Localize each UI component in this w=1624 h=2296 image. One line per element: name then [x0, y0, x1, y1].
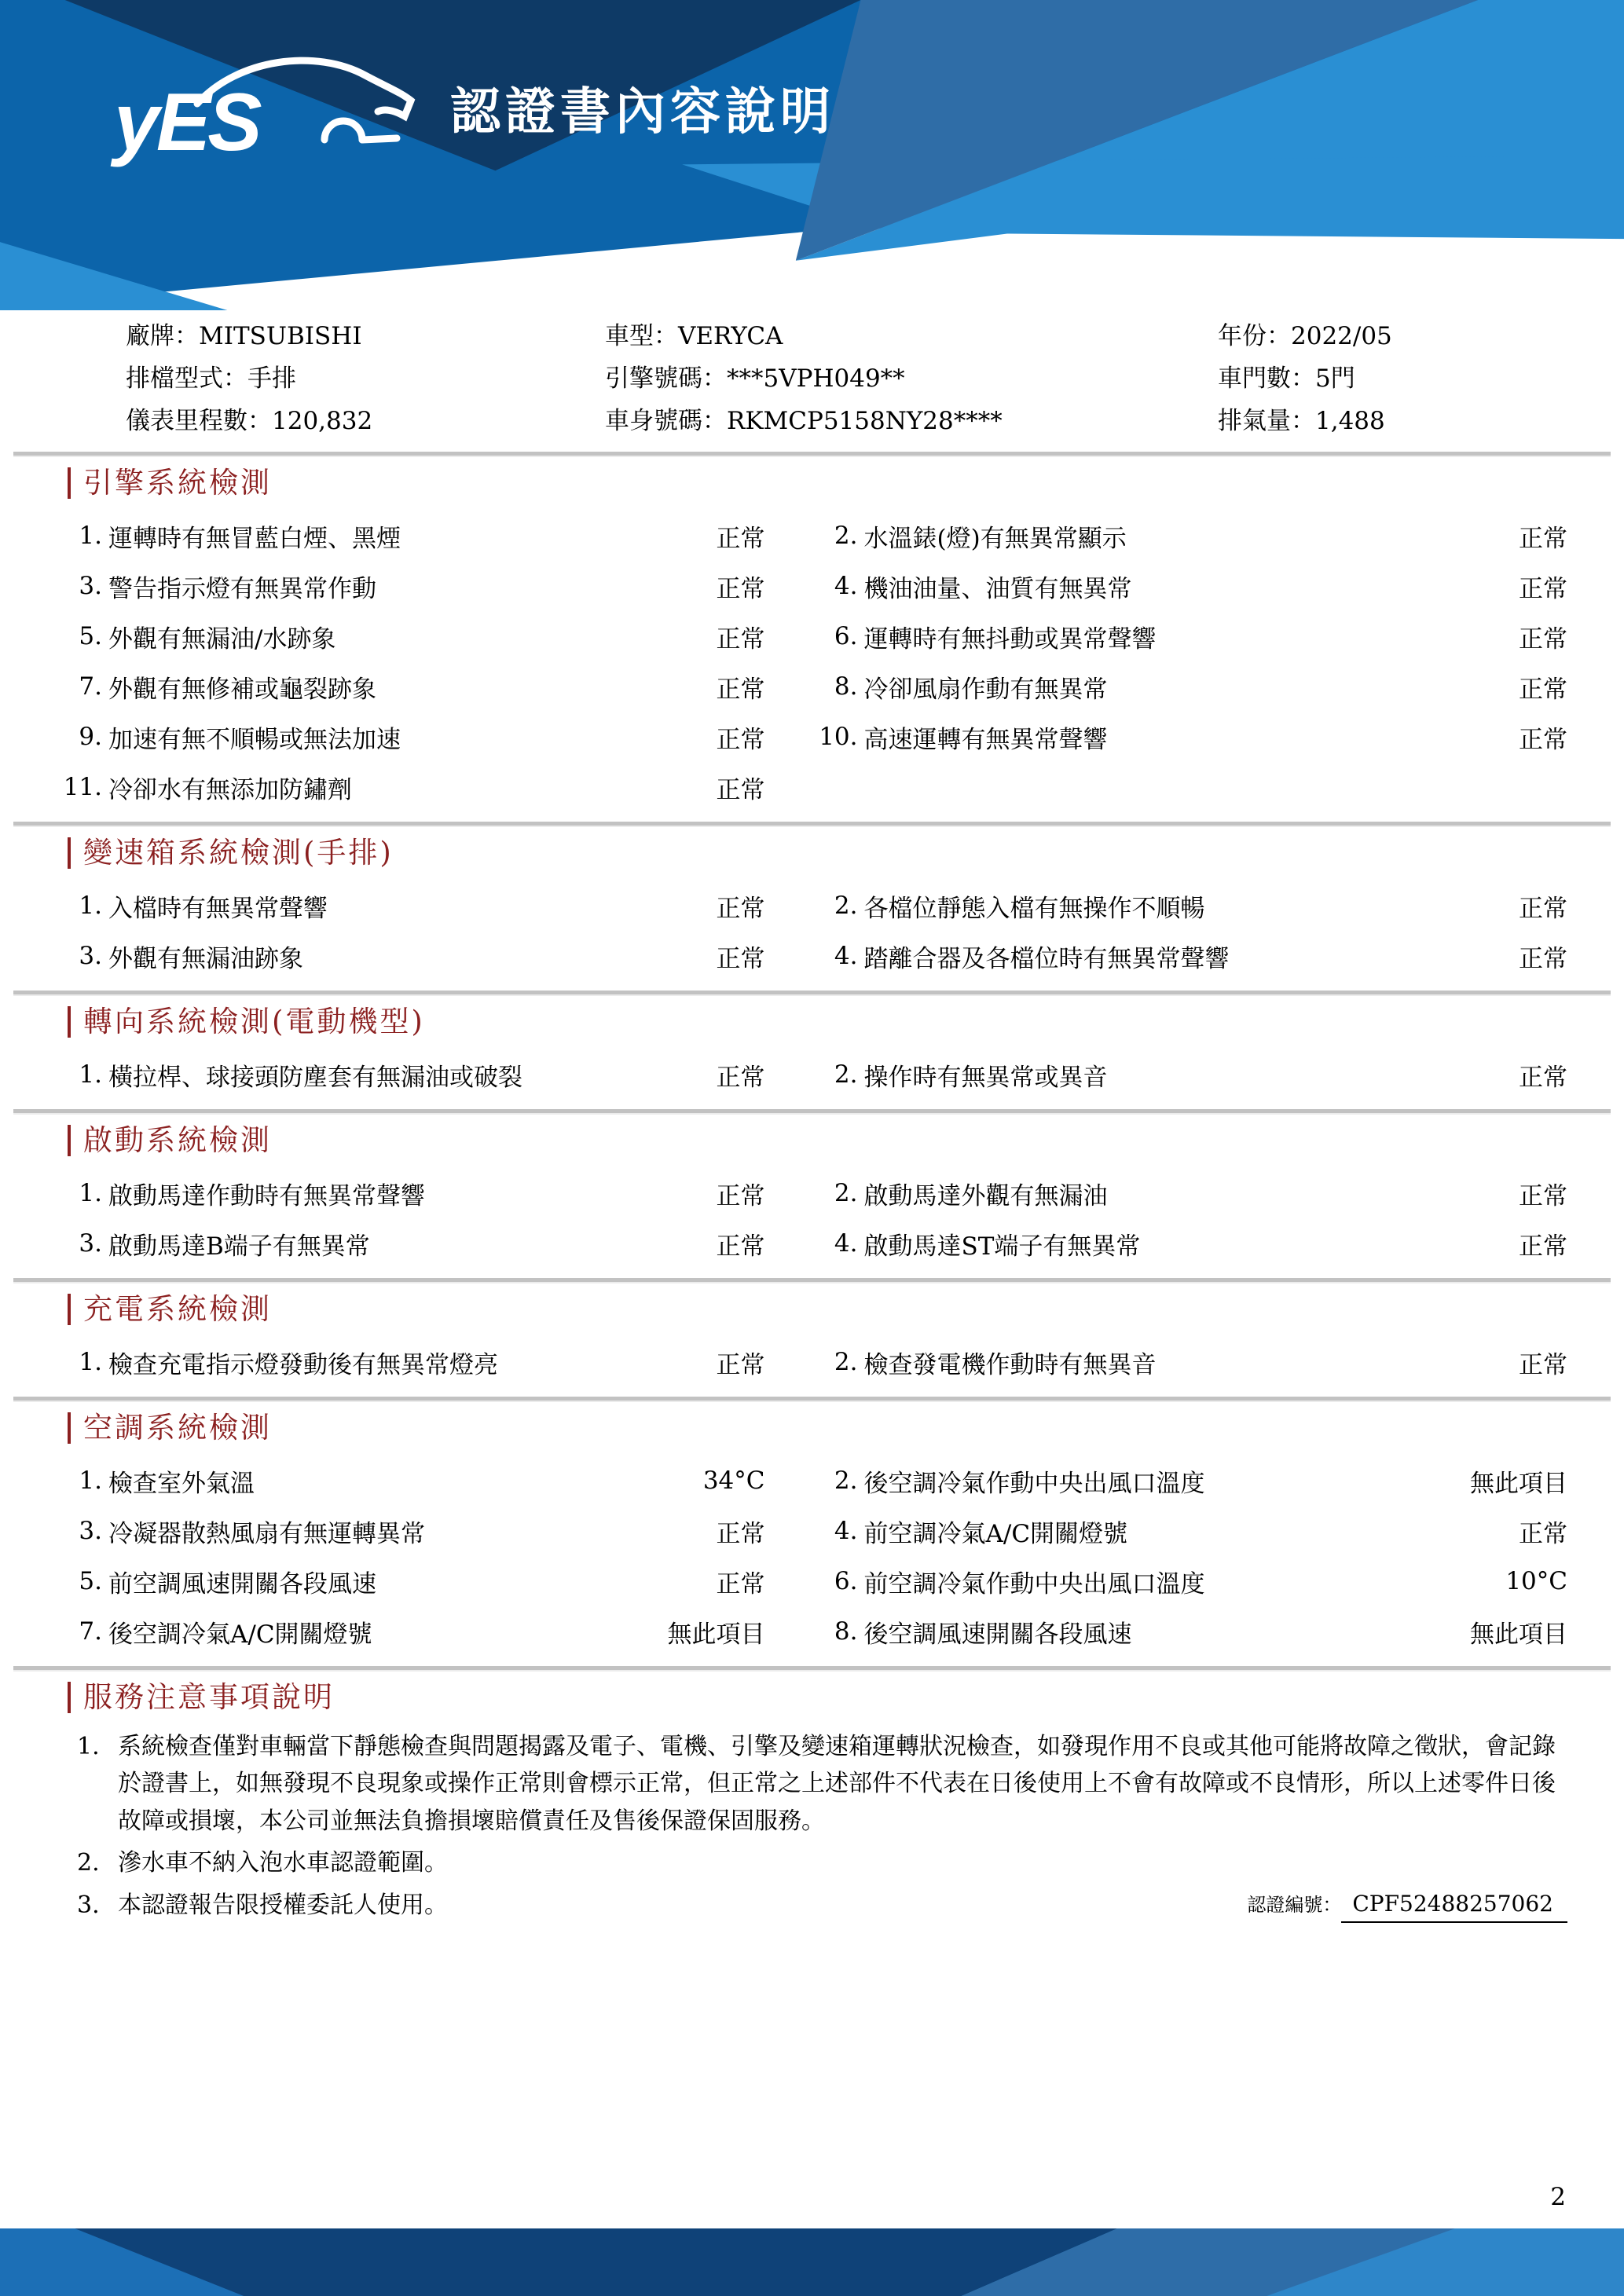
item-status: 正常 [1519, 1181, 1567, 1210]
section-title-text: 引擎系統檢測 [83, 466, 272, 500]
inspection-item-row [57, 762, 1567, 812]
vehicle-info-field [126, 400, 605, 442]
inspection-items [57, 1168, 1567, 1269]
item-text: 冷卻風扇作動有無異常 [863, 675, 1108, 704]
item-text: 前空調冷氣作動中央出風口溫度 [863, 1569, 1205, 1598]
inspection-item [812, 712, 1568, 762]
inspection-item-row [57, 1456, 1567, 1506]
vehicle-info-row [126, 357, 1567, 400]
inspection-item-row [57, 1218, 1567, 1269]
section-title-bar [68, 1412, 71, 1444]
section-title-bar [68, 1006, 71, 1038]
item-number: 4. [834, 1517, 858, 1545]
item-text: 啟動馬達ST端子有無異常 [863, 1232, 1141, 1261]
service-note [77, 1887, 1567, 1924]
item-number: 2. [834, 1348, 858, 1376]
car-silhouette-icon [191, 44, 427, 162]
item-number: 6. [834, 622, 858, 650]
item-status: 正常 [716, 1181, 765, 1210]
item-status: 正常 [1519, 1232, 1567, 1261]
item-text: 後空調冷氣作動中央出風口溫度 [863, 1469, 1205, 1498]
section-title-bar [68, 1294, 71, 1325]
section-title-text: 空調系統檢測 [83, 1411, 272, 1445]
inspection-item [812, 661, 1568, 712]
inspection-section [57, 1291, 1567, 1402]
separator-line [13, 1397, 1611, 1402]
separator-line [13, 1278, 1611, 1283]
item-number: 5. [79, 1567, 102, 1595]
section-title [68, 1004, 1567, 1040]
inspection-item [812, 1506, 1568, 1556]
item-text: 高速運轉有無異常聲響 [863, 725, 1108, 754]
inspection-section [57, 465, 1567, 827]
field-value: MITSUBISHI [199, 322, 362, 350]
section-title-text: 啟動系統檢測 [83, 1123, 272, 1157]
inspection-section [57, 1410, 1567, 1672]
section-title [68, 465, 1567, 501]
item-text: 入檔時有無異常聲響 [108, 894, 328, 923]
item-status: 正常 [1519, 1350, 1567, 1379]
vehicle-info-field [1218, 357, 1567, 400]
section-title [68, 1291, 1567, 1327]
note-number: 2. [77, 1849, 100, 1877]
item-number: 1. [79, 1179, 102, 1207]
section-title-bar [68, 1125, 71, 1156]
field-label: 車身號碼： [605, 407, 727, 435]
note-number: 3. [77, 1891, 100, 1919]
footer-banner [0, 2228, 1624, 2296]
document-body [0, 315, 1624, 1924]
item-text: 踏離合器及各檔位時有無異常聲響 [863, 944, 1230, 973]
inspection-section [57, 835, 1567, 996]
item-text: 外觀有無漏油/水跡象 [108, 624, 336, 654]
item-status: 正常 [716, 1350, 765, 1379]
inspection-item [57, 1049, 775, 1100]
vehicle-info-field [126, 315, 605, 357]
section-title-service-notes [68, 1679, 1567, 1716]
item-text: 外觀有無漏油跡象 [108, 944, 303, 973]
page-title: 認證書內容說明 [450, 83, 835, 140]
inspection-item [812, 1456, 1568, 1506]
item-status: 正常 [1519, 944, 1567, 973]
item-text: 橫拉桿、球接頭防塵套有無漏油或破裂 [108, 1063, 522, 1092]
inspection-item [812, 1168, 1568, 1218]
item-number: 9. [79, 723, 102, 751]
item-text: 運轉時有無抖動或異常聲響 [863, 624, 1157, 654]
item-status: 正常 [716, 1519, 765, 1548]
header-banner [0, 0, 1624, 310]
inspection-section [57, 1122, 1567, 1283]
item-number: 3. [79, 1229, 102, 1258]
item-status: 正常 [716, 574, 765, 603]
item-number: 3. [79, 942, 102, 970]
item-status: 10°C [1505, 1567, 1567, 1595]
inspection-sections [57, 465, 1567, 1672]
inspection-section [57, 1004, 1567, 1115]
item-text: 水溫錶(燈)有無異常顯示 [863, 524, 1127, 553]
inspection-item [57, 712, 775, 762]
field-value: ***5VPH049** [727, 364, 905, 393]
item-status: 正常 [1519, 574, 1567, 603]
note-text: 滲水車不納入泡水車認證範圍。 [118, 1849, 448, 1877]
item-text: 檢查室外氣溫 [108, 1469, 255, 1498]
inspection-item [57, 1456, 775, 1506]
item-number: 2. [834, 1467, 858, 1495]
field-label: 廠牌： [126, 322, 199, 350]
separator-line [13, 1109, 1611, 1115]
inspection-item [812, 561, 1568, 611]
item-status: 正常 [716, 624, 765, 654]
inspection-item [57, 762, 775, 812]
inspection-item [57, 1606, 775, 1657]
inspection-item [57, 881, 775, 931]
vehicle-info-field [1218, 400, 1567, 442]
field-value: 5門 [1315, 364, 1355, 393]
field-value: VERYCA [678, 322, 783, 350]
item-number: 3. [79, 1517, 102, 1545]
inspection-item [812, 1049, 1568, 1100]
inspection-item-row [57, 1506, 1567, 1556]
item-status: 正常 [716, 1569, 765, 1598]
field-label: 引擎號碼： [605, 364, 727, 393]
item-number: 2. [834, 522, 858, 550]
service-notes-section [57, 1679, 1567, 1924]
yes-logo [114, 49, 405, 167]
item-text: 檢查充電指示燈發動後有無異常燈亮 [108, 1350, 498, 1379]
item-number: 7. [79, 1617, 102, 1646]
inspection-item [57, 561, 775, 611]
field-label: 排檔型式： [126, 364, 247, 393]
inspection-item [812, 1556, 1568, 1606]
item-status: 正常 [716, 894, 765, 923]
vehicle-info-row [126, 315, 1567, 357]
vehicle-info-row [126, 400, 1567, 442]
section-title-text: 轉向系統檢測(電動機型) [83, 1005, 425, 1038]
item-number: 5. [79, 622, 102, 650]
inspection-item [57, 1337, 775, 1387]
inspection-item-row [57, 1606, 1567, 1657]
item-status: 正常 [1519, 1519, 1567, 1548]
item-number: 4. [834, 942, 858, 970]
separator-line [13, 452, 1611, 457]
item-text: 檢查發電機作動時有無異音 [863, 1350, 1157, 1379]
item-number: 4. [834, 1229, 858, 1258]
field-label: 年份： [1218, 322, 1291, 350]
inspection-item [812, 881, 1568, 931]
section-title [68, 1122, 1567, 1159]
item-text: 加速有無不順暢或無法加速 [108, 725, 401, 754]
item-status: 正常 [716, 775, 765, 804]
item-number: 1. [79, 1060, 102, 1089]
field-label: 排氣量： [1218, 407, 1315, 435]
item-text: 前空調風速開關各段風速 [108, 1569, 376, 1598]
vehicle-info-field [605, 357, 1218, 400]
item-text: 後空調冷氣A/C開關燈號 [108, 1620, 372, 1649]
inspection-item-row [57, 1337, 1567, 1387]
section-title-bar [68, 467, 71, 499]
field-label: 車型： [605, 322, 678, 350]
item-text: 啟動馬達作動時有無異常聲響 [108, 1181, 425, 1210]
item-status: 正常 [1519, 1063, 1567, 1092]
note-text: 本認證報告限授權委託人使用。 [118, 1891, 448, 1919]
item-status: 正常 [1519, 675, 1567, 704]
item-number: 7. [79, 672, 102, 701]
item-status: 正常 [716, 1232, 765, 1261]
item-text: 後空調風速開關各段風速 [863, 1620, 1132, 1649]
inspection-items [57, 1337, 1567, 1387]
section-title-text: 變速箱系統檢測(手排) [83, 836, 394, 870]
item-text: 外觀有無修補或龜裂跡象 [108, 675, 376, 704]
certificate-number-label: 認證編號： [1247, 1893, 1342, 1916]
vehicle-info-field [126, 357, 605, 400]
inspection-item [812, 1606, 1568, 1657]
inspection-item [812, 511, 1568, 561]
service-note [77, 1844, 1567, 1881]
item-text: 警告指示燈有無異常作動 [108, 574, 376, 603]
inspection-item-row [57, 881, 1567, 931]
separator-line [13, 822, 1611, 827]
item-number: 2. [834, 1179, 858, 1207]
field-value: 1,488 [1315, 407, 1385, 435]
item-status: 正常 [716, 675, 765, 704]
inspection-item-row [57, 611, 1567, 661]
item-status: 正常 [716, 1063, 765, 1092]
inspection-item [57, 1506, 775, 1556]
item-text: 運轉時有無冒藍白煙、黑煙 [108, 524, 401, 553]
yes-logo-text: yES [114, 77, 259, 168]
field-value: RKMCP5158NY28**** [727, 407, 1003, 435]
inspection-item [812, 1218, 1568, 1269]
item-number: 11. [63, 773, 102, 801]
field-value: 120,832 [272, 407, 373, 435]
field-value: 手排 [247, 364, 296, 393]
item-text: 操作時有無異常或異音 [863, 1063, 1108, 1092]
item-status: 正常 [716, 944, 765, 973]
section-title-bar [68, 1682, 71, 1713]
inspection-item-row [57, 661, 1567, 712]
inspection-item [57, 1168, 775, 1218]
inspection-item [812, 1337, 1568, 1387]
item-number: 1. [79, 1467, 102, 1495]
item-number: 1. [79, 1348, 102, 1376]
inspection-item [57, 611, 775, 661]
note-number: 1. [77, 1733, 100, 1760]
inspection-item-row [57, 712, 1567, 762]
item-status: 34°C [702, 1467, 765, 1495]
inspection-item-row [57, 1168, 1567, 1218]
inspection-item [57, 1218, 775, 1269]
certificate-number-value: CPF52488257062 [1341, 1887, 1567, 1923]
item-number: 2. [834, 1060, 858, 1089]
item-number: 4. [834, 572, 858, 600]
item-text: 冷卻水有無添加防鏽劑 [108, 775, 352, 804]
item-status: 正常 [1519, 624, 1567, 654]
inspection-item-row [57, 1049, 1567, 1100]
item-text: 各檔位靜態入檔有無操作不順暢 [863, 894, 1205, 923]
inspection-item [812, 931, 1568, 981]
note-text: 系統檢查僅對車輛當下靜態檢查與問題揭露及電子、電機、引擎及變速箱運轉狀況檢查，如發現作用不良或其他可能將故障之徵狀，會記錄於證書上，如無發現不良現象或操作正常則會標示正常，但正常之上述部件不代表在日後使用上不會有故障或不良情形，所以上述零件日後故障或損壞，本公司並無法負擔損壞賠償責任及售後保證保固服務。 [118, 1733, 1556, 1835]
item-number: 8. [834, 1617, 858, 1646]
inspection-item-row [57, 931, 1567, 981]
inspection-items [57, 1456, 1567, 1657]
section-title-bar [68, 837, 71, 869]
item-number: 10. [819, 723, 858, 751]
inspection-items [57, 511, 1567, 812]
item-status: 正常 [716, 524, 765, 553]
item-text: 前空調冷氣A/C開關燈號 [863, 1519, 1128, 1548]
item-status: 正常 [716, 725, 765, 754]
inspection-item [57, 931, 775, 981]
inspection-item-empty [812, 762, 1568, 812]
item-number: 2. [834, 892, 858, 920]
item-number: 6. [834, 1567, 858, 1595]
separator-line [13, 1666, 1611, 1672]
vehicle-info-field [1218, 315, 1567, 357]
inspection-item-row [57, 511, 1567, 561]
inspection-items [57, 881, 1567, 981]
item-text: 冷凝器散熱風扇有無運轉異常 [108, 1519, 425, 1548]
item-number: 1. [79, 892, 102, 920]
item-status: 無此項目 [1470, 1620, 1567, 1649]
item-status: 正常 [1519, 524, 1567, 553]
item-status: 正常 [1519, 894, 1567, 923]
vehicle-info-field [605, 400, 1218, 442]
service-note [77, 1728, 1567, 1840]
item-number: 8. [834, 672, 858, 701]
item-number: 1. [79, 522, 102, 550]
field-value: 2022/05 [1291, 322, 1392, 350]
item-text: 機油油量、油質有無異常 [863, 574, 1132, 603]
separator-line [13, 991, 1611, 996]
inspection-item [57, 661, 775, 712]
item-status: 無此項目 [667, 1620, 765, 1649]
inspection-item [812, 611, 1568, 661]
section-title-text: 服務注意事項說明 [83, 1680, 335, 1714]
section-title [68, 1410, 1567, 1446]
inspection-items [57, 1049, 1567, 1100]
item-status: 正常 [1519, 725, 1567, 754]
certificate-number-block [1247, 1887, 1567, 1923]
page-number: 2 [1550, 2183, 1566, 2211]
inspection-item-row [57, 561, 1567, 611]
vehicle-info-field [605, 315, 1218, 357]
section-title-text: 充電系統檢測 [83, 1292, 272, 1326]
item-text: 啟動馬達外觀有無漏油 [863, 1181, 1108, 1210]
item-text: 啟動馬達B端子有無異常 [108, 1232, 370, 1261]
vehicle-info-table [126, 315, 1567, 442]
item-status: 無此項目 [1470, 1469, 1567, 1498]
field-label: 儀表里程數： [126, 407, 272, 435]
item-number: 3. [79, 572, 102, 600]
inspection-item [57, 1556, 775, 1606]
field-label: 車門數： [1218, 364, 1315, 393]
inspection-item [57, 511, 775, 561]
inspection-item-row [57, 1556, 1567, 1606]
section-title [68, 835, 1567, 871]
